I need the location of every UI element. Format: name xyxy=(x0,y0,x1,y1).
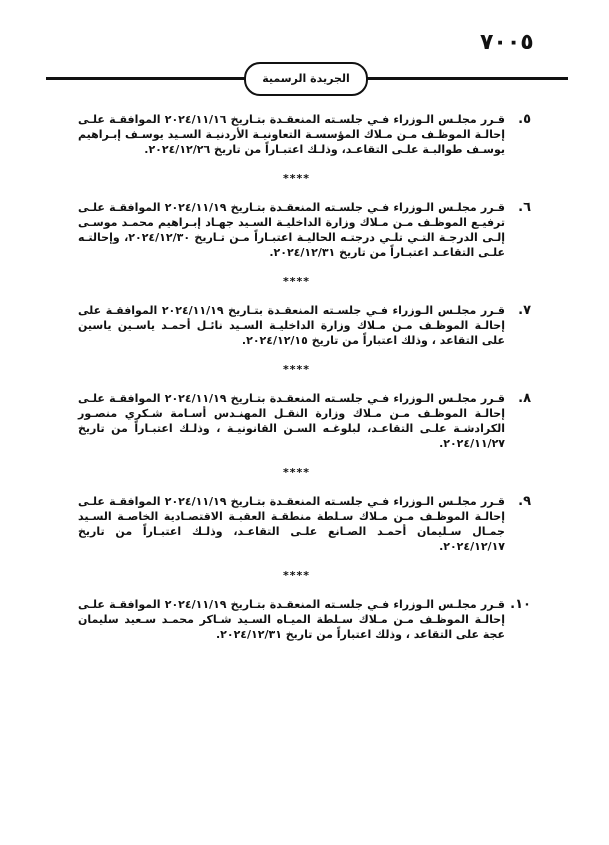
header-badge: الجريدة الرسمية xyxy=(244,62,368,96)
separator: **** xyxy=(282,172,310,185)
separator: **** xyxy=(282,363,310,376)
item-number: ٥. xyxy=(518,112,531,127)
item-text: قـرر مجلـس الـوزراء فـي جلسـته المنعقـدة بتـاريخ ٢٠٢٤/١١/١٩ الموافقـة علـى إحالـة الموظـف مـن مـلاك سـلطة منطقـة العقبـة الاقتصـادية الخاصـة السـيد جمـال سـليمان أحمـد الصـانع علـى التقاعـد، وذلـك اعتبـاراً من تاريخ ٢٠٢٤/١٢/١٧. xyxy=(78,495,506,553)
separator: **** xyxy=(282,466,310,479)
separator: **** xyxy=(282,569,310,582)
item-text: قـرر مجلـس الـوزراء فـي جلسـته المنعقـدة بتـاريخ ٢٠٢٤/١١/١٩ الموافقـة علـى ترفيـع الموظـف مـن مـلاك وزارة الداخليـة السـيد جهـاد إبـراهيم محمـد موسـى إلـى الدرجـة التـي تلـي درجتـه الحاليـة اعتبـاراً مـن تـاريخ ٢٠٢٤/١٢/٣٠، وإحالتـه علـى التقاعـد اعتبـاراً من تاريخ ٢٠٢٤/١٢/٣١. xyxy=(78,201,506,259)
item-number: ٨. xyxy=(518,391,531,406)
decision-item xyxy=(78,200,531,260)
item-text: قـرر مجلـس الـوزراء فـي جلسـته المنعقـدة بتـاريخ ٢٠٢٤/١١/١٩ الموافقـة على إحالـة الموظـف مـن مـلاك وزارة الداخليـة السـيد نائـل أحمـد ياسـين ياسين على التقاعد ، وذلك اعتباراً من تاريخ ٢٠٢٤/١٢/١٥. xyxy=(78,304,505,347)
item-text: قـرر مجلـس الـوزراء فـي جلسـته المنعقـدة بتـاريخ ٢٠٢٤/١١/١٩ الموافقـة علـى إحالـة الموظـف مـن مـلاك سـلطة الميـاه السـيد شـاكر محمـد سـعيد سليمان عجة على التقاعد ، وذلك اعتباراً من تاريخ ٢٠٢٤/١٢/٣١. xyxy=(78,598,506,641)
decision-item xyxy=(78,597,531,642)
item-text: قـرر مجلـس الـوزراء فـي جلسـته المنعقـدة بتـاريخ ٢٠٢٤/١١/١٩ الموافقـة علـى إحالـة الموظـف مـن مـلاك وزارة النقـل المهنـدس أسـامة شـكري منصـور الكرادشـة علـى التقاعـد، لبلوغـه السـن القانونيـة ، وذلـك اعتبـاراً من تاريخ ٢٠٢٤/١١/٢٧. xyxy=(78,392,506,450)
item-text: قـرر مجلـس الـوزراء فـي جلسـته المنعقـدة بتـاريخ ٢٠٢٤/١١/١٦ الموافقـة علـى إحالـة الموظـف مـن مـلاك المؤسسـة التعاونيـة الأردنيـة السـيد يوسـف إبـراهيم يوسـف طوالبـة علـى التقاعـد، وذلـك اعتبـاراً من تاريخ ٢٠٢٤/١٢/٢٦. xyxy=(78,113,506,156)
item-number: ٩. xyxy=(518,494,531,509)
item-number: ٦. xyxy=(518,200,531,215)
item-number: ٧. xyxy=(518,303,531,318)
separator: **** xyxy=(282,275,310,288)
decision-item xyxy=(78,303,531,348)
decision-item xyxy=(78,494,531,554)
item-number: ١٠. xyxy=(510,597,531,612)
page-number: ٧٠٠٥ xyxy=(480,30,534,55)
decision-item xyxy=(78,112,531,157)
decision-item xyxy=(78,391,531,451)
decisions-list xyxy=(78,112,531,642)
